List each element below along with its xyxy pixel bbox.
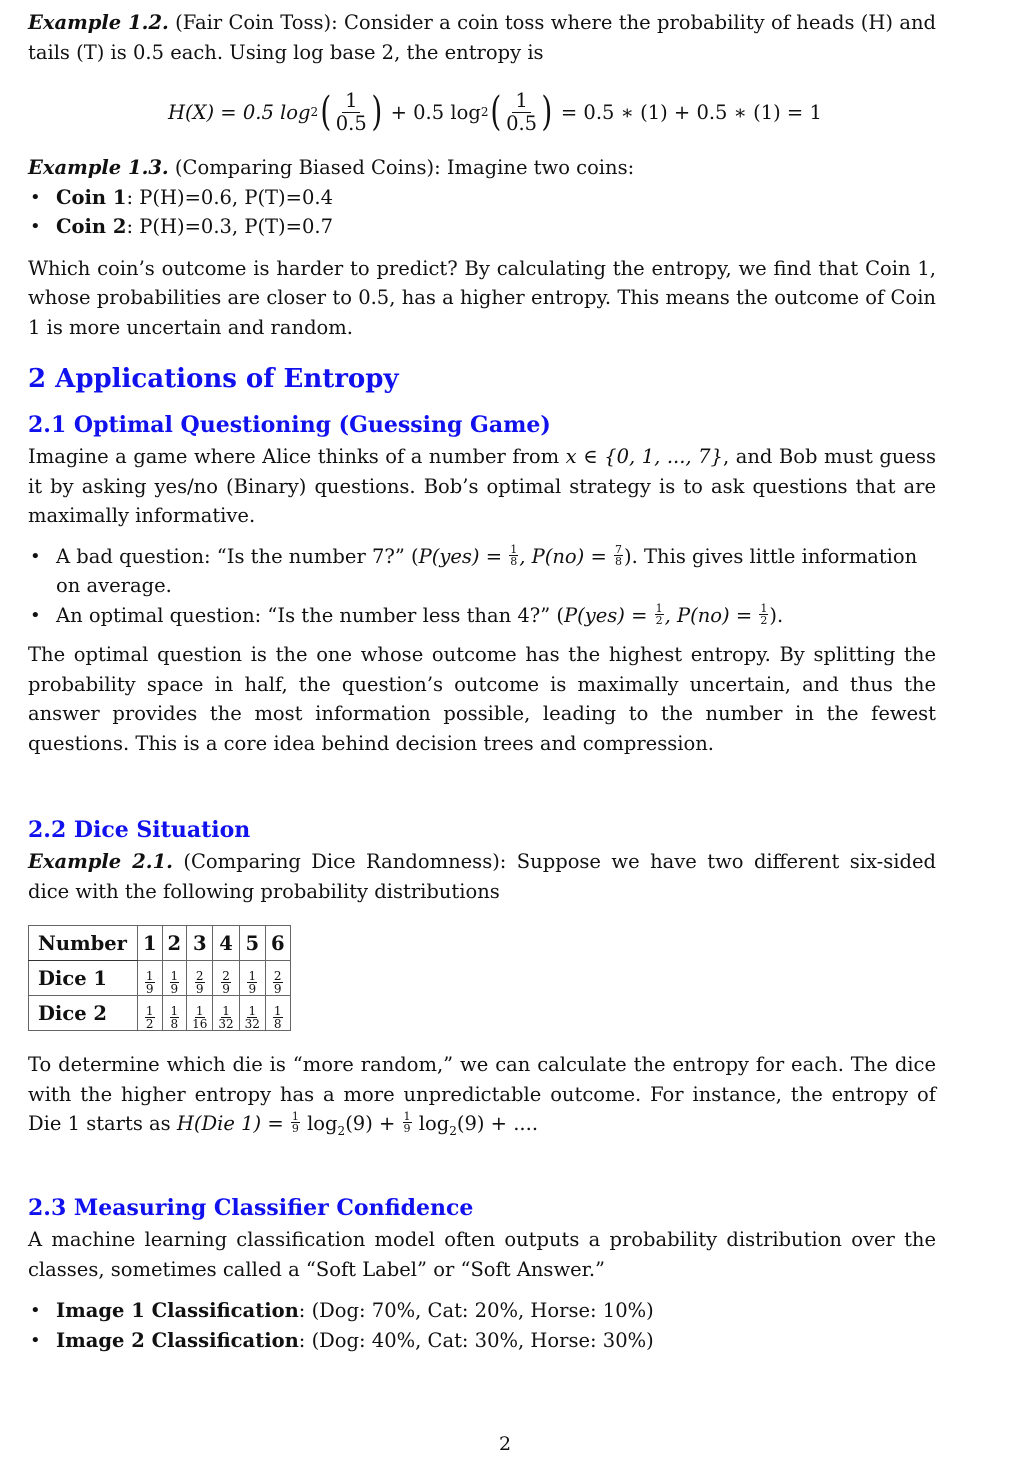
list-item [56,542,936,601]
header-cell: 6 [265,926,290,961]
paragraph: The optimal question is the one whose outcome has the highest entropy. By splitting the probability space in half, the question’s outcome is maximally uncertain, and thus the answer provides the most information possible, leading to the number in the fewest questions. This is a core idea behind decision trees and compression. [28,643,936,755]
equation-lhs: H(X) = 0.5 log [168,100,311,124]
list-item [56,183,936,213]
denominator: 0.5 [506,111,538,135]
subsection-heading: 2.1 Optimal Questioning (Guessing Game) [28,412,551,438]
math: (9) + .... [456,1112,539,1135]
list-item [56,1326,936,1356]
example-text: (Fair Coin Toss): Consider a coin toss where the probability of heads (H) and tails (T) is 0.5 each. Using log base 2, the entropy is [28,11,937,64]
denominator: 9 [222,981,230,996]
item-value: : P(H)=0.6, P(T)=0.4 [126,185,334,209]
numerator: 1 [248,1003,257,1018]
denominator: 9 [248,981,257,996]
numerator: 1 [170,968,179,983]
numerator: 1 [145,1003,154,1018]
log-base: 2 [310,105,319,119]
numerator: 2 [273,968,282,983]
denominator: 0.5 [335,111,367,135]
text: An optimal question: “Is the number less than 4?” ( [56,603,564,627]
text: , and Bob must guess it by asking yes/no (Binary) questions. Bob’s optimal strategy is to ask questions that are maximally informative. [28,445,936,527]
numerator: 1 [170,1003,179,1018]
text: ). This gives little information on average. [56,544,918,597]
dice-table [28,925,291,1031]
math: , P(no) = [664,603,759,627]
row-label: Dice 1 [29,961,138,996]
text: To determine which die is “more random,” we can calculate the entropy for each. The dice with the higher entropy has a more unpredictable outcome. For instance, the entropy of Die 1 starts as [28,1053,936,1135]
denominator: 9 [291,1122,299,1135]
row-label: Dice 2 [29,996,138,1031]
example-label: Example 1.3. [28,156,169,179]
math: , P(no) = [519,544,614,568]
denominator: 8 [273,1016,282,1031]
math: (9) + [345,1112,402,1135]
item-name: Image 1 Classification [56,1299,299,1322]
denominator: 32 [218,1016,234,1031]
text: A bad question: “Is the number 7?” ( [56,544,419,568]
header-cell: Number [29,926,138,961]
list-item [56,1296,936,1326]
math: log [412,1112,450,1135]
numerator: 1 [195,1003,204,1018]
numerator: 1 [760,601,768,615]
item-value: : P(H)=0.3, P(T)=0.7 [126,215,334,238]
denominator: 2 [655,613,663,627]
math: P(yes) = [563,603,654,627]
denominator: 9 [170,981,179,996]
numerator: 1 [291,1110,299,1123]
subsection-heading: 2.3 Measuring Classifier Confidence [28,1195,474,1221]
denominator: 2 [145,1016,154,1031]
math: H(Die 1) = [176,1112,290,1135]
numerator: 1 [342,90,360,112]
numerator: 2 [222,968,230,983]
coin-list [28,183,936,242]
numerator: 1 [248,968,257,983]
math: P(yes) = [418,544,509,568]
example-1-2 [28,8,936,67]
fraction [506,90,537,134]
log-base: 2 [480,105,489,119]
header-cell: 2 [162,926,187,961]
math: log [300,1112,338,1135]
paragraph: A machine learning classification model often outputs a probability distribution over the classes, sometimes called a “Soft Label” or “Soft Answer.” [28,1228,936,1281]
list-item [56,212,936,242]
example-1-3 [28,153,936,342]
numerator: 1 [655,601,663,615]
subsection-heading: 2.2 Dice Situation [28,817,251,843]
text: Imagine a game where Alice thinks of a number from [28,445,566,468]
classification-list [28,1296,936,1355]
equation-mid: + 0.5 log [390,100,481,124]
entropy-equation: H(X) = 0.5 log 2 ( $\frac{1}{0.5}$ ) + 0.5 log 2 ( $\frac{1}{0.5}$ ) = 0.5 ∗ (1) + 0.5 ∗ (1) = 1 [168,89,822,135]
denominator: 9 [403,1122,411,1135]
example-2-1 [28,847,936,906]
header-cell: 4 [213,926,239,961]
equation-rhs: = 0.5 ∗ (1) + 0.5 ∗ (1) = 1 [560,100,822,124]
item-name: Image 2 Classification [56,1328,299,1352]
section-heading: 2 Applications of Entropy [28,364,399,394]
denominator: 8 [510,554,518,568]
fraction [336,90,367,134]
example-label: Example 1.2. [28,11,169,34]
log-base: 2 [337,1123,346,1138]
numerator: 1 [222,1003,230,1018]
table-row [29,961,291,996]
numerator: 7 [615,542,623,556]
math: x ∈ {0, 1, ..., 7} [565,445,723,468]
header-cell: 5 [239,926,265,961]
denominator: 9 [273,981,282,996]
numerator: 2 [195,968,204,983]
header-cell: 3 [187,926,213,961]
item-value: : (Dog: 70%, Cat: 20%, Horse: 10%) [298,1299,654,1322]
numerator: 1 [145,968,154,983]
log-base: 2 [449,1123,457,1138]
table-header-row [29,926,291,961]
denominator: 16 [192,1016,208,1031]
example-text: (Comparing Dice Randomness): Suppose we have two different six-sided dice with the following probability distributions [28,850,936,903]
item-name: Coin 2 [56,215,127,238]
numerator: 1 [512,90,530,112]
example-text: (Comparing Biased Coins): Imagine two coins: [174,156,635,179]
question-list [28,542,936,631]
numerator: 1 [403,1110,411,1123]
denominator: 32 [244,1016,260,1031]
section-2-3-body [28,1225,936,1355]
table-row [29,996,291,1031]
header-cell: 1 [137,926,162,961]
denominator: 9 [195,981,204,996]
denominator: 8 [170,1016,179,1031]
item-value: : (Dog: 40%, Cat: 30%, Horse: 30%) [298,1328,654,1352]
item-name: Coin 1 [56,185,127,209]
numerator: 1 [510,542,518,556]
denominator: 8 [615,554,623,568]
paragraph: Which coin’s outcome is harder to predict? By calculating the entropy, we find that Coin 1, whose probabilities are closer to 0.5, has a higher entropy. This means the outcome of Coin 1 is more uncertain and random. [28,256,936,339]
example-label: Example 2.1. [28,850,173,873]
denominator: 2 [760,613,768,627]
list-item [56,601,936,631]
section-2-1-body [28,442,936,758]
dice-explanation [28,1050,936,1146]
page-number: 2 [498,1433,512,1455]
text: ). [769,603,784,627]
denominator: 9 [145,981,154,996]
numerator: 1 [273,1003,282,1018]
